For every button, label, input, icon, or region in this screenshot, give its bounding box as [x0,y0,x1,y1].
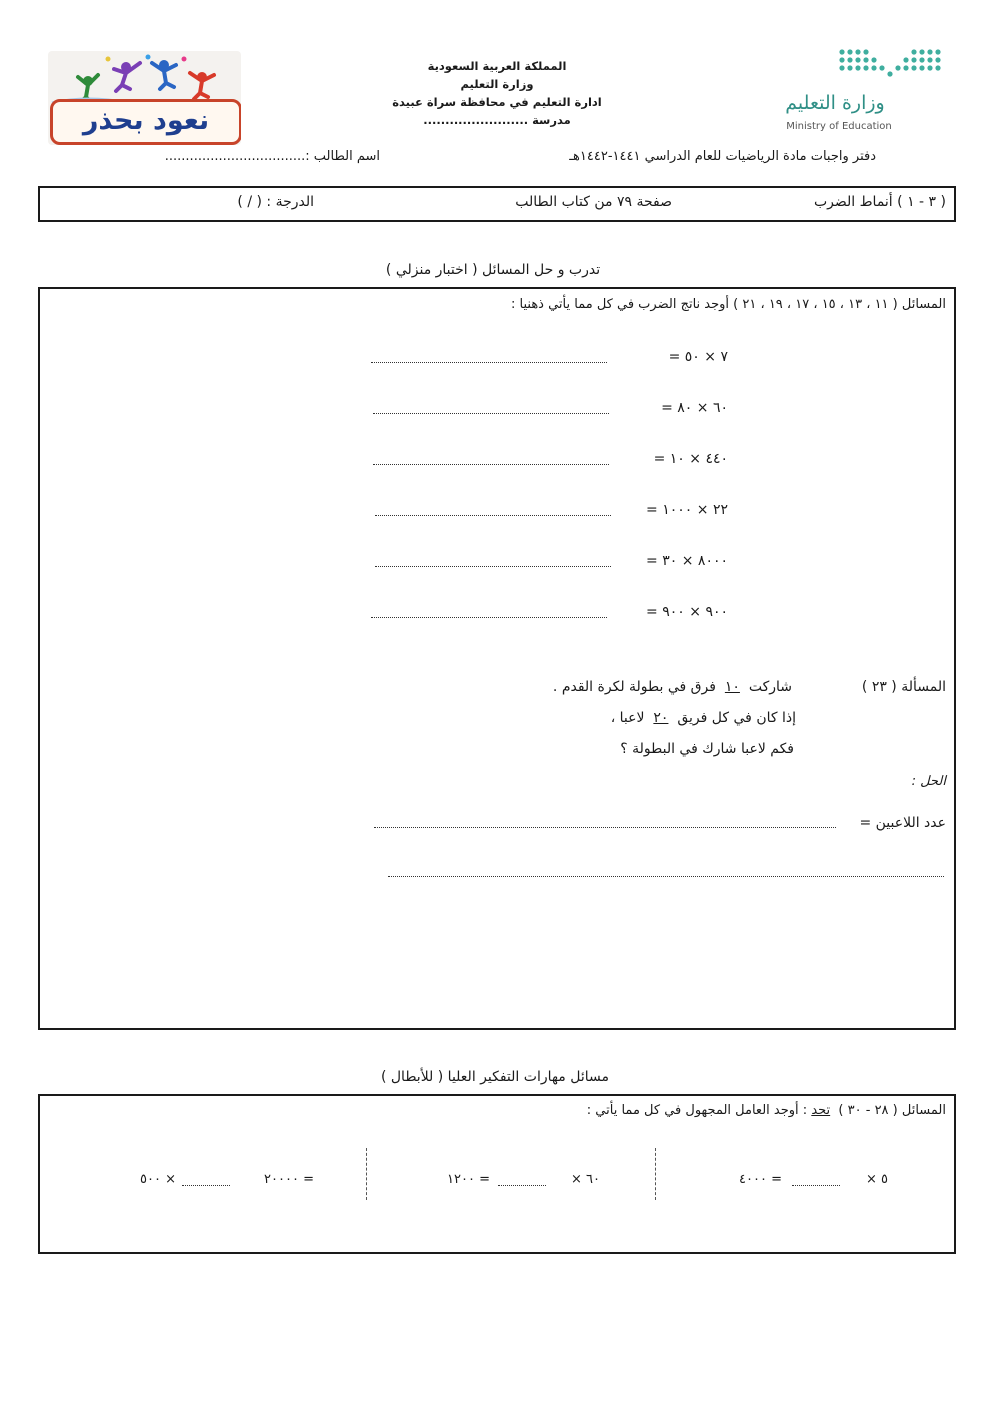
practice-instruction: المسائل ( ١١ ، ١٣ ، ١٥ ، ١٧ ، ١٩ ، ٢١ ) أوجد ناتج الضرب في كل مما يأتي ذهنيا : [511,297,946,312]
answer-line[interactable] [373,413,609,414]
unknown-factor-eq3-left: = ٢٠٠٠٠ [264,1172,314,1187]
student-name-field[interactable]: اسم الطالب :.................................. [164,149,380,164]
lesson-title: ( ٣ - ١ ) أنماط الضرب [813,194,946,210]
answer-line[interactable] [375,515,611,516]
column-divider [366,1148,367,1200]
multiplication-expression: ٦٠ × ٨٠ = [661,400,728,416]
column-divider [655,1148,656,1200]
players-count-label: عدد اللاعبين = [859,815,946,831]
unknown-factor-eq1-left: ٥ × [865,1172,888,1187]
hots-instruction: المسائل ( ٢٨ - ٣٠ ) تحد : أوجد العامل المجهول في كل مما يأتي : [586,1103,946,1118]
lesson-info-box [38,186,956,222]
hots-heading: مسائل مهارات التفكير العليا ( للأبطال ) [380,1069,610,1085]
unknown-factor-eq3-blank[interactable] [182,1185,230,1186]
problem-23-label: المسألة ( ٢٣ ) [861,679,946,695]
problem-23-line1: شاركت ١٠ فرق في بطولة لكرة القدم . [552,679,792,695]
practice-box [38,287,956,1030]
multiplication-expression: ٧ × ٥٠ = [668,349,728,365]
answer-line[interactable] [375,566,611,567]
answer-line[interactable] [371,362,607,363]
header-school: مدرسة ........................ [423,113,571,127]
program-logo [48,51,241,145]
ministry-name-ar: وزارة التعليم [785,92,885,114]
extra-work-line[interactable] [388,876,944,877]
multiplication-expression: ٢٢ × ١٠٠٠ = [646,502,728,518]
ministry-dots-icon [836,44,948,84]
grade-field: الدرجة : ( / ) [237,194,314,210]
problem-23-line3: فكم لاعبا شارك في البطولة ؟ [620,741,794,757]
notebook-title: دفتر واجبات مادة الرياضيات للعام الدراسي ١٤٤١-١٤٤٢هـ [569,149,876,164]
ministry-logo [776,44,951,139]
unknown-factor-eq1-right: = ٤٠٠٠ [739,1172,782,1187]
multiplication-expression: ٨٠٠٠ × ٣٠ = [646,553,728,569]
header-directorate: ادارة التعليم في محافظة سراة عبيدة [392,95,602,109]
unknown-factor-eq2-left: ٦٠ × [571,1172,600,1187]
players-answer-line[interactable] [374,827,836,828]
practice-heading: تدرب و حل المسائل ( اختبار منزلي ) [385,262,601,278]
header-kingdom: المملكة العربية السعودية [427,59,567,73]
unknown-factor-eq2-blank[interactable] [498,1185,546,1186]
problem-23-line2: إذا كان في كل فريق ٢٠ لاعبا ، [610,710,796,726]
ministry-name-en: Ministry of Education [786,121,892,132]
logo-title: نعود بحذر [50,99,241,145]
multiplication-expression: ٩٠٠ × ٩٠٠ = [646,604,728,620]
answer-line[interactable] [371,617,607,618]
unknown-factor-eq3-right: × ٥٠٠ [140,1172,176,1187]
unknown-factor-eq1-blank[interactable] [792,1185,840,1186]
answer-line[interactable] [373,464,609,465]
header-ministry: وزارة التعليم [460,77,534,91]
solution-label: الحل : [911,774,946,789]
hots-box [38,1094,956,1254]
page-reference: صفحة ٧٩ من كتاب الطالب [515,194,672,210]
multiplication-expression: ٤٤٠ × ١٠ = [653,451,728,467]
unknown-factor-eq2-right: = ١٢٠٠ [447,1172,490,1187]
